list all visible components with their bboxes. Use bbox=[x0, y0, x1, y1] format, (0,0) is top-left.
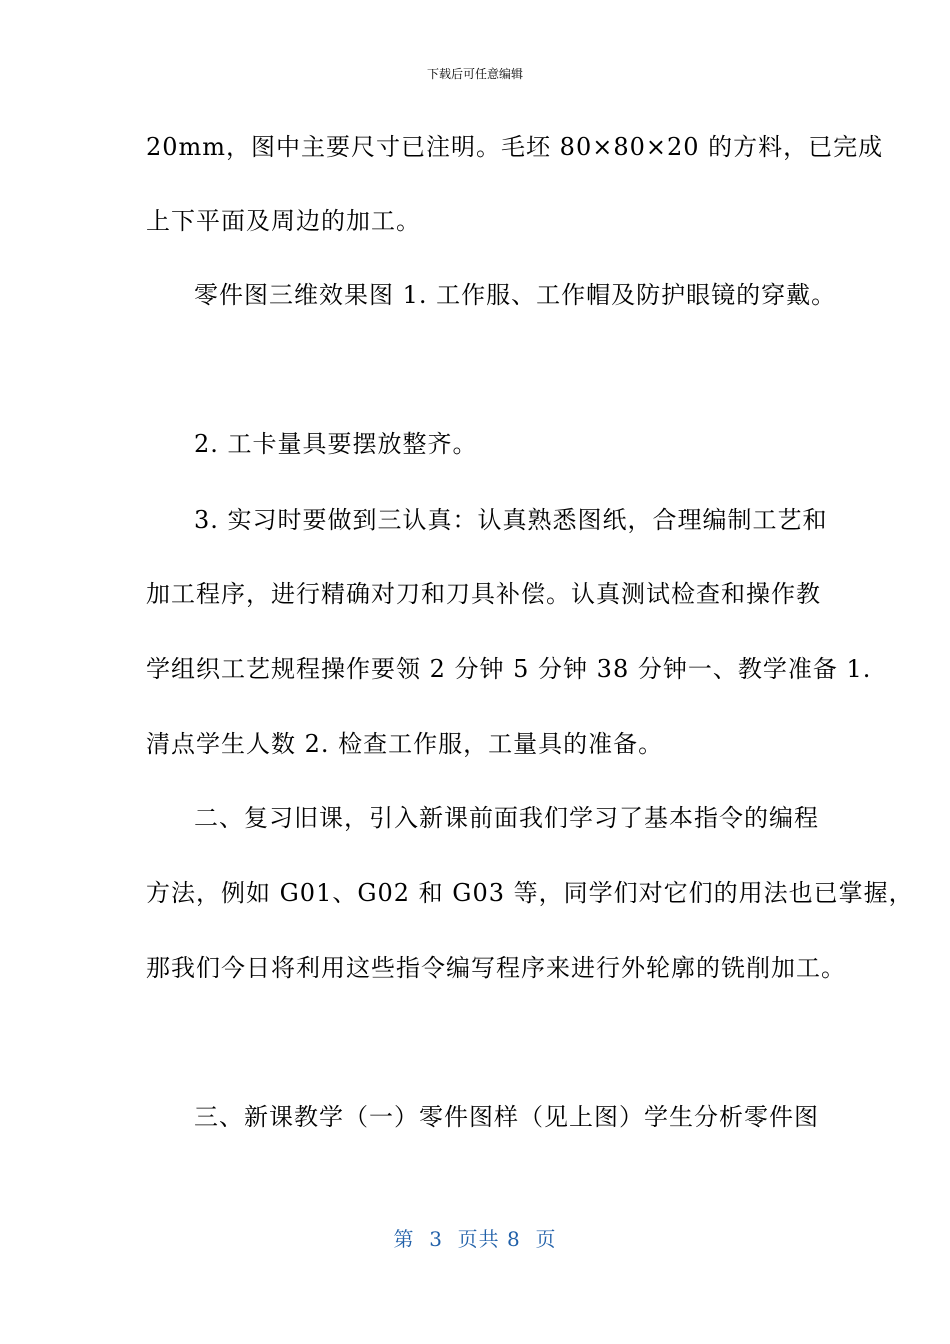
page-header: 下载后可任意编辑 bbox=[426, 67, 523, 81]
body-line-4: 2. 工卡量具要摆放整齐。 bbox=[194, 430, 478, 458]
body-line-10: 方法，例如 G01、G02 和 G03 等，同学们对它们的用法也已掌握， bbox=[146, 879, 914, 907]
body-line-7: 学组织工艺规程操作要领 2 分钟 5 分钟 38 分钟一、教学准备 1. bbox=[146, 655, 872, 683]
body-line-5: 3. 实习时要做到三认真：认真熟悉图纸，合理编制工艺和 bbox=[194, 506, 828, 534]
body-line-3: 零件图三维效果图 1. 工作服、工作帽及防护眼镜的穿戴。 bbox=[194, 281, 837, 309]
body-line-6: 加工程序，进行精确对刀和刀具补偿。认真测试检查和操作教 bbox=[146, 580, 821, 608]
body-line-11: 那我们今日将利用这些指令编写程序来进行外轮廓的铣削加工。 bbox=[146, 954, 846, 982]
page-footer: 第 3 页共 8 页 bbox=[393, 1227, 557, 1251]
body-line-8: 清点学生人数 2. 检查工作服，工量具的准备。 bbox=[146, 730, 664, 758]
body-line-9: 二、复习旧课，引入新课前面我们学习了基本指令的编程 bbox=[194, 804, 819, 832]
body-line-2: 上下平面及周边的加工。 bbox=[146, 207, 421, 235]
body-line-1: 20mm，图中主要尺寸已注明。毛坯 80×80×20 的方料，已完成 bbox=[146, 133, 884, 161]
body-line-12: 三、新课教学（一）零件图样（见上图）学生分析零件图 bbox=[194, 1103, 819, 1131]
